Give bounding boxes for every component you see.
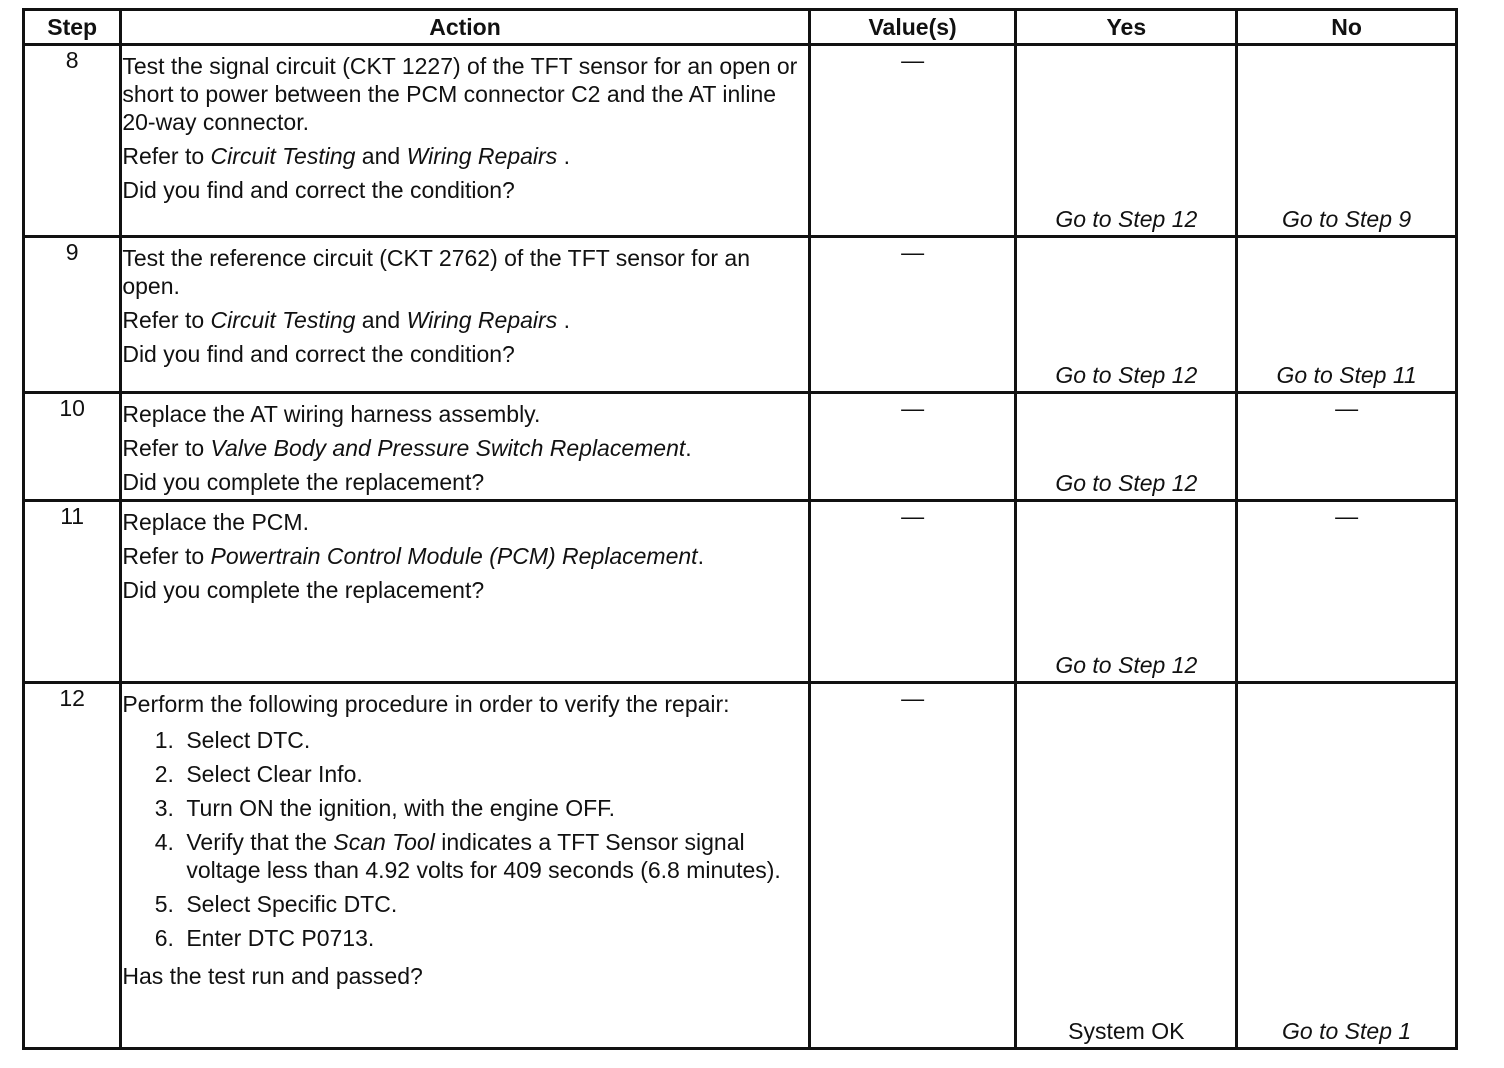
yes-cell bbox=[1016, 393, 1237, 501]
yes-cell bbox=[1016, 501, 1237, 683]
goto-link[interactable]: Go to Step 12 bbox=[1055, 362, 1198, 388]
list-item: 1. Select DTC. bbox=[180, 726, 807, 754]
reference-link[interactable]: Valve Body and Pressure Switch Replacement bbox=[210, 435, 686, 461]
reference-link[interactable]: Wiring Repairs bbox=[406, 307, 558, 333]
goto-link[interactable]: Go to Step 12 bbox=[1055, 470, 1198, 496]
yes-cell bbox=[1016, 237, 1237, 393]
step-number: 12 bbox=[24, 683, 121, 1049]
value-cell: — bbox=[809, 683, 1016, 1049]
action-cell bbox=[121, 237, 809, 393]
procedure-list bbox=[122, 726, 807, 958]
step-number: 8 bbox=[24, 45, 121, 237]
question-text: Did you find and correct the condition? bbox=[122, 177, 515, 203]
no-cell bbox=[1237, 237, 1457, 393]
reference-link[interactable]: Wiring Repairs bbox=[406, 143, 558, 169]
list-item: 4. Verify that the Scan Tool indicates a TFT Sensor signal voltage less than 4.92 volts for 409 seconds (6.8 minutes). bbox=[180, 828, 807, 884]
goto-link[interactable]: Go to Step 1 bbox=[1282, 1018, 1412, 1044]
no-cell bbox=[1237, 683, 1457, 1049]
header-row bbox=[24, 10, 1457, 45]
action-cell bbox=[121, 683, 809, 1049]
system-ok-text: System OK bbox=[1068, 1018, 1185, 1044]
yes-cell bbox=[1016, 683, 1237, 1049]
header-action: Action bbox=[121, 10, 809, 45]
value-cell: — bbox=[809, 45, 1016, 237]
step-number: 9 bbox=[24, 237, 121, 393]
question-text: Did you find and correct the condition? bbox=[122, 341, 515, 367]
step-number: 11 bbox=[24, 501, 121, 683]
goto-link[interactable]: Go to Step 11 bbox=[1276, 362, 1417, 388]
action-text: Replace the PCM. bbox=[122, 509, 309, 535]
no-cell: — bbox=[1237, 393, 1457, 501]
action-text: Test the signal circuit (CKT 1227) of the TFT sensor for an open or short to power between the PCM connector C2 and the AT inline 20-way connector. bbox=[122, 53, 798, 135]
refer-text: Refer to Circuit Testing and Wiring Repairs . bbox=[122, 307, 570, 333]
action-text: Replace the AT wiring harness assembly. bbox=[122, 401, 541, 427]
no-cell bbox=[1237, 45, 1457, 237]
question-text: Did you complete the replacement? bbox=[122, 577, 485, 603]
header-values: Value(s) bbox=[809, 10, 1016, 45]
yes-cell bbox=[1016, 45, 1237, 237]
refer-text: Refer to Powertrain Control Module (PCM) Replacement. bbox=[122, 543, 704, 569]
list-item: 6. Enter DTC P0713. bbox=[180, 924, 807, 952]
reference-link[interactable]: Circuit Testing bbox=[210, 143, 356, 169]
goto-link[interactable]: Go to Step 12 bbox=[1055, 206, 1198, 232]
action-cell bbox=[121, 45, 809, 237]
refer-text: Refer to Circuit Testing and Wiring Repairs . bbox=[122, 143, 570, 169]
goto-link[interactable]: Go to Step 9 bbox=[1282, 206, 1412, 232]
action-text: Test the reference circuit (CKT 2762) of the TFT sensor for an open. bbox=[122, 245, 750, 299]
table-row-step-10 bbox=[24, 393, 1457, 501]
refer-text: Refer to Valve Body and Pressure Switch Replacement. bbox=[122, 435, 692, 461]
question-text: Did you complete the replacement? bbox=[122, 469, 485, 495]
list-item: 2. Select Clear Info. bbox=[180, 760, 807, 788]
table-row-step-9 bbox=[24, 237, 1457, 393]
value-cell: — bbox=[809, 501, 1016, 683]
diagnostic-table bbox=[22, 8, 1458, 1050]
action-cell bbox=[121, 393, 809, 501]
list-item: 5. Select Specific DTC. bbox=[180, 890, 807, 918]
value-cell: — bbox=[809, 237, 1016, 393]
action-text: Perform the following procedure in order to verify the repair: bbox=[122, 691, 730, 717]
reference-link[interactable]: Circuit Testing bbox=[210, 307, 356, 333]
action-cell bbox=[121, 501, 809, 683]
value-cell: — bbox=[809, 393, 1016, 501]
table-row-step-11 bbox=[24, 501, 1457, 683]
no-cell: — bbox=[1237, 501, 1457, 683]
header-yes: Yes bbox=[1016, 10, 1237, 45]
header-step: Step bbox=[24, 10, 121, 45]
reference-link[interactable]: Powertrain Control Module (PCM) Replacement bbox=[210, 543, 698, 569]
goto-link[interactable]: Go to Step 12 bbox=[1055, 652, 1198, 678]
step-number: 10 bbox=[24, 393, 121, 501]
list-item: 3. Turn ON the ignition, with the engine OFF. bbox=[180, 794, 807, 822]
table-row-step-12 bbox=[24, 683, 1457, 1049]
scan-tool-term: Scan Tool bbox=[333, 829, 435, 855]
header-no: No bbox=[1237, 10, 1457, 45]
table-row-step-8 bbox=[24, 45, 1457, 237]
question-text: Has the test run and passed? bbox=[122, 963, 423, 989]
